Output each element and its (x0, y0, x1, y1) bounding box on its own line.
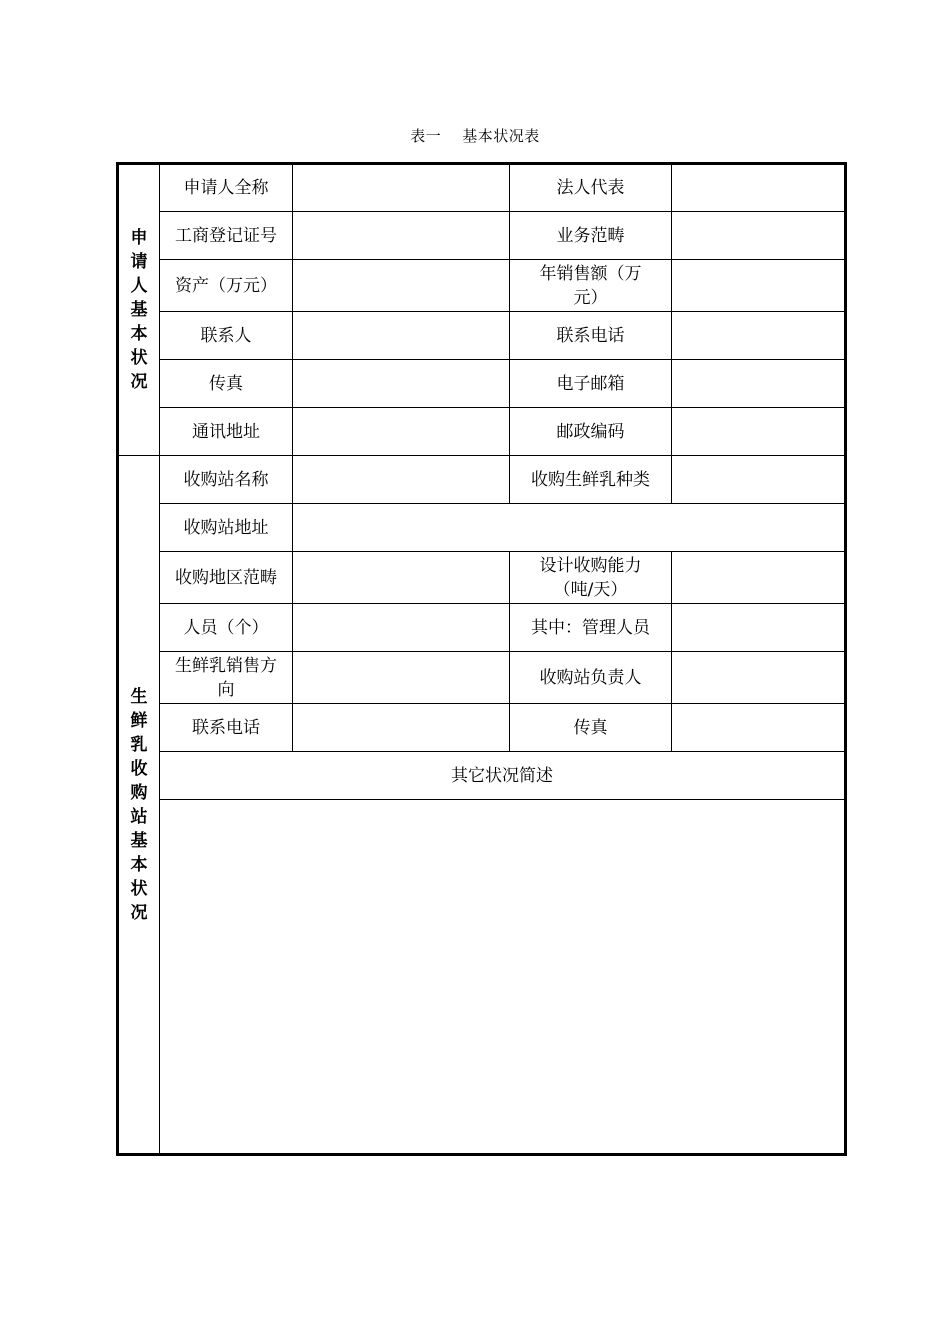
applicant-section-label: 申请人基本状况 (118, 164, 160, 456)
station-address-field[interactable] (293, 504, 846, 552)
staff-label: 人员（个） (160, 604, 293, 652)
capacity-label: 设计收购能力（吨/天） (510, 552, 672, 604)
assets-label: 资产（万元） (160, 260, 293, 312)
station-section-label: 生鲜乳收购站基本状况 (118, 456, 160, 1155)
email-field[interactable] (672, 360, 846, 408)
fax-label: 传真 (160, 360, 293, 408)
full-name-field[interactable] (293, 164, 510, 212)
station-name-label: 收购站名称 (160, 456, 293, 504)
fax-field[interactable] (293, 360, 510, 408)
contact-field[interactable] (293, 312, 510, 360)
station-phone-field[interactable] (293, 704, 510, 752)
annual-sales-label: 年销售额（万元） (510, 260, 672, 312)
legal-rep-field[interactable] (672, 164, 846, 212)
business-scope-label: 业务范畴 (510, 212, 672, 260)
address-field[interactable] (293, 408, 510, 456)
other-desc-label: 其它状况简述 (160, 752, 846, 800)
area-label: 收购地区范畴 (160, 552, 293, 604)
station-address-label: 收购站地址 (160, 504, 293, 552)
basic-status-table (116, 162, 847, 1156)
managers-label: 其中：管理人员 (510, 604, 672, 652)
staff-field[interactable] (293, 604, 510, 652)
station-name-field[interactable] (293, 456, 510, 504)
phone-field[interactable] (672, 312, 846, 360)
sales-direction-field[interactable] (293, 652, 510, 704)
sales-direction-label: 生鲜乳销售方向 (160, 652, 293, 704)
station-head-field[interactable] (672, 652, 846, 704)
station-head-label: 收购站负责人 (510, 652, 672, 704)
legal-rep-label: 法人代表 (510, 164, 672, 212)
station-fax-label: 传真 (510, 704, 672, 752)
capacity-field[interactable] (672, 552, 846, 604)
postcode-label: 邮政编码 (510, 408, 672, 456)
reg-no-label: 工商登记证号 (160, 212, 293, 260)
annual-sales-field[interactable] (672, 260, 846, 312)
phone-label: 联系电话 (510, 312, 672, 360)
milk-type-label: 收购生鲜乳种类 (510, 456, 672, 504)
assets-field[interactable] (293, 260, 510, 312)
station-phone-label: 联系电话 (160, 704, 293, 752)
area-field[interactable] (293, 552, 510, 604)
email-label: 电子邮箱 (510, 360, 672, 408)
address-label: 通讯地址 (160, 408, 293, 456)
station-fax-field[interactable] (672, 704, 846, 752)
contact-label: 联系人 (160, 312, 293, 360)
postcode-field[interactable] (672, 408, 846, 456)
managers-field[interactable] (672, 604, 846, 652)
table-title: 表一 基本状况表 (410, 127, 540, 145)
milk-type-field[interactable] (672, 456, 846, 504)
business-scope-field[interactable] (672, 212, 846, 260)
full-name-label: 申请人全称 (160, 164, 293, 212)
other-desc-field[interactable] (160, 800, 846, 1155)
reg-no-field[interactable] (293, 212, 510, 260)
